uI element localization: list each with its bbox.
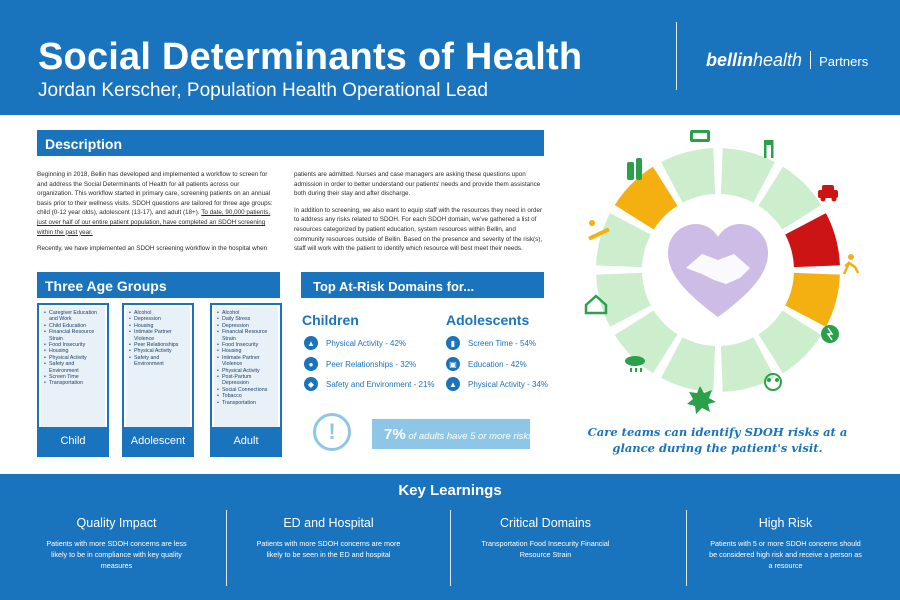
stat-text: of adults have 5 or more risks — [405, 431, 533, 442]
age-card-adult — [210, 303, 282, 457]
runner-icon: ▲ — [304, 336, 318, 350]
list-item: • Food Insecurity — [44, 342, 103, 348]
runner-icon: ▲ — [446, 377, 460, 391]
adolescents-title: Adolescents — [446, 312, 530, 328]
book-icon: ▣ — [446, 357, 460, 371]
adolescent-domain-list — [129, 310, 188, 368]
car-icon — [818, 185, 838, 202]
bottle-icon — [627, 158, 642, 180]
description-text: Beginning in 2018, Bellin has developed and implemented a workflow to screen for and address the Social Determinants of Health for all patients across our organization. This workflow started in primary care, screening patients on an annual basis prior to their wellness visits. SDOH questions are tailored for three age groups: child (0-12 year olds), adolescent (13-17), and adult (18+). — [37, 171, 273, 217]
list-item: • Intimate Partner Violence — [217, 355, 276, 368]
key-learning-text: Patients with more SDOH concerns are less likely to be in compliance with key quality measures — [46, 539, 187, 570]
list-item: • Physical Activity — [44, 355, 103, 361]
list-item: • Housing — [129, 323, 188, 329]
child-risk-item — [304, 357, 416, 371]
stat-percent: 7% — [384, 426, 406, 443]
exclamation-icon: ! — [313, 413, 351, 451]
description-paragraph: In addition to screening, we also want to equip staff with the resources they need in order to address any risks related to SDOH. For each SDOH domain, we've gathered a list of resources categorized by patient education, system resources within Bellin, and community resources outside of Bellin. Based on the presence and severity of the risk(s), staff will work with the patient to identify which resource will best meet their needs. — [294, 206, 543, 253]
description-right-column — [294, 170, 544, 261]
child-risk-item — [304, 377, 435, 391]
adolescent-risk-item — [446, 336, 536, 350]
list-item: • Physical Activity — [217, 368, 276, 374]
description-left-column — [37, 170, 277, 261]
stress-icon — [821, 325, 839, 343]
header-divider — [676, 22, 677, 90]
phone-icon: ▮ — [446, 336, 460, 350]
bellin-health-logo — [706, 50, 868, 71]
key-learning-high-risk — [678, 516, 893, 571]
people-icon: ● — [304, 357, 318, 371]
risk-label: Peer Relationships - 32% — [326, 359, 417, 369]
list-item: • Caregiver Education and Work — [44, 310, 103, 323]
key-learnings-title: Key Learnings — [398, 482, 502, 499]
money-icon — [690, 130, 710, 142]
key-learning-quality-impact — [9, 516, 224, 571]
risk-label: Safety and Environment - 21% — [326, 379, 435, 389]
description-paragraph: patients are admitted. Nurses and case managers are asking these questions upon admission in order to better understand our patients' needs and provide them assistance both during their stay and after discharge. — [294, 171, 541, 198]
key-learning-ed-hospital — [221, 516, 436, 560]
description-paragraph: Recently, we have implemented an SDOH screening workflow in the hospital when — [37, 245, 268, 253]
key-learning-critical-domains — [438, 516, 653, 560]
age-card-body — [41, 307, 105, 427]
key-learning-text: Transportation Food Insecurity Financial Resource Strain — [481, 539, 610, 559]
logo-bellin: bellin — [706, 50, 754, 70]
list-item: • Food Insecurity — [217, 342, 276, 348]
key-learning-heading: High Risk — [758, 516, 813, 530]
rain-cloud-icon — [625, 356, 645, 372]
age-card-body — [214, 307, 278, 427]
list-item: • Screen Time — [44, 374, 103, 380]
age-card-adolescent — [122, 303, 194, 457]
key-learning-heading: Critical Domains — [500, 516, 591, 530]
list-item: • Transportation — [44, 380, 103, 386]
risk-domains-heading: Top At-Risk Domains for... — [301, 272, 544, 298]
adolescent-risk-item — [446, 377, 548, 391]
utensils-icon — [764, 140, 774, 158]
logo-partners: Partners — [819, 54, 869, 69]
logo-separator — [810, 51, 811, 69]
children-title: Children — [302, 312, 359, 328]
list-item: • Post-Partum Depression — [217, 374, 276, 387]
child-domain-list — [44, 310, 103, 387]
list-item: • Intimate Partner Violence — [129, 329, 188, 342]
risk-label: Physical Activity - 42% — [326, 338, 407, 348]
key-learning-text: Patients with more SDOH concerns are more likely to be seen in the ED and hospital — [256, 539, 401, 559]
list-item: • Tobacco — [217, 393, 276, 399]
risk-label: Screen Time - 54% — [468, 338, 537, 348]
age-card-label: Child — [39, 427, 107, 455]
list-item: • Transportation — [217, 400, 276, 406]
adult-domain-list — [217, 310, 276, 406]
logo-health: health — [753, 50, 803, 70]
wheel-caption: Care teams can identify SDOH risks at a glance during the patient's visit. — [587, 425, 848, 455]
list-item: • Peer Relationships — [129, 342, 188, 348]
description-heading: Description — [37, 130, 544, 156]
list-item: • Depression — [129, 316, 188, 322]
violence-icon — [687, 386, 716, 414]
list-item: • Alcohol — [217, 310, 276, 316]
age-card-label: Adult — [212, 427, 280, 455]
list-item: • Financial Resource Strain — [44, 329, 103, 342]
child-risk-item — [304, 336, 406, 350]
key-learning-heading: ED and Hospital — [283, 516, 374, 530]
list-item: • Safety and Environment — [44, 361, 103, 374]
description-highlight: To date, 90,000 patients, just over half of our entire patient population, have completed an SDOH screening within the past year. — [37, 209, 271, 236]
header-banner — [0, 0, 900, 115]
list-item: • Housing — [217, 348, 276, 354]
adult-risk-stat — [372, 419, 533, 449]
description-paragraph — [37, 170, 277, 237]
risk-label: Physical Activity - 34% — [468, 379, 549, 389]
list-item: • Alcohol — [129, 310, 188, 316]
list-item: • Daily Stress — [217, 316, 276, 322]
page-title: Social Determinants of Health — [38, 36, 583, 78]
list-item: • Child Education — [44, 323, 103, 329]
shield-icon: ◆ — [304, 377, 318, 391]
age-card-label: Adolescent — [124, 427, 192, 455]
age-card-body — [126, 307, 190, 427]
list-item: • Social Connections — [217, 387, 276, 393]
list-item: • Depression — [217, 323, 276, 329]
age-groups-heading: Three Age Groups — [37, 272, 280, 298]
list-item: • Housing — [44, 348, 103, 354]
sdoh-wheel — [568, 120, 868, 420]
age-card-child — [37, 303, 109, 457]
list-item: • Safety and Environment — [129, 355, 188, 368]
adolescent-risk-item — [446, 357, 527, 371]
key-learning-text: Patients with 5 or more SDOH concerns should be considered high risk and receive a person as a resource — [709, 539, 862, 570]
risk-label: Education - 42% — [468, 359, 527, 369]
list-item: • Physical Activity — [129, 348, 188, 354]
running-icon — [844, 254, 858, 274]
list-item: • Financial Resource Strain — [217, 329, 276, 342]
page-subtitle: Jordan Kerscher, Population Health Operational Lead — [38, 80, 488, 101]
key-learning-heading: Quality Impact — [76, 516, 157, 530]
